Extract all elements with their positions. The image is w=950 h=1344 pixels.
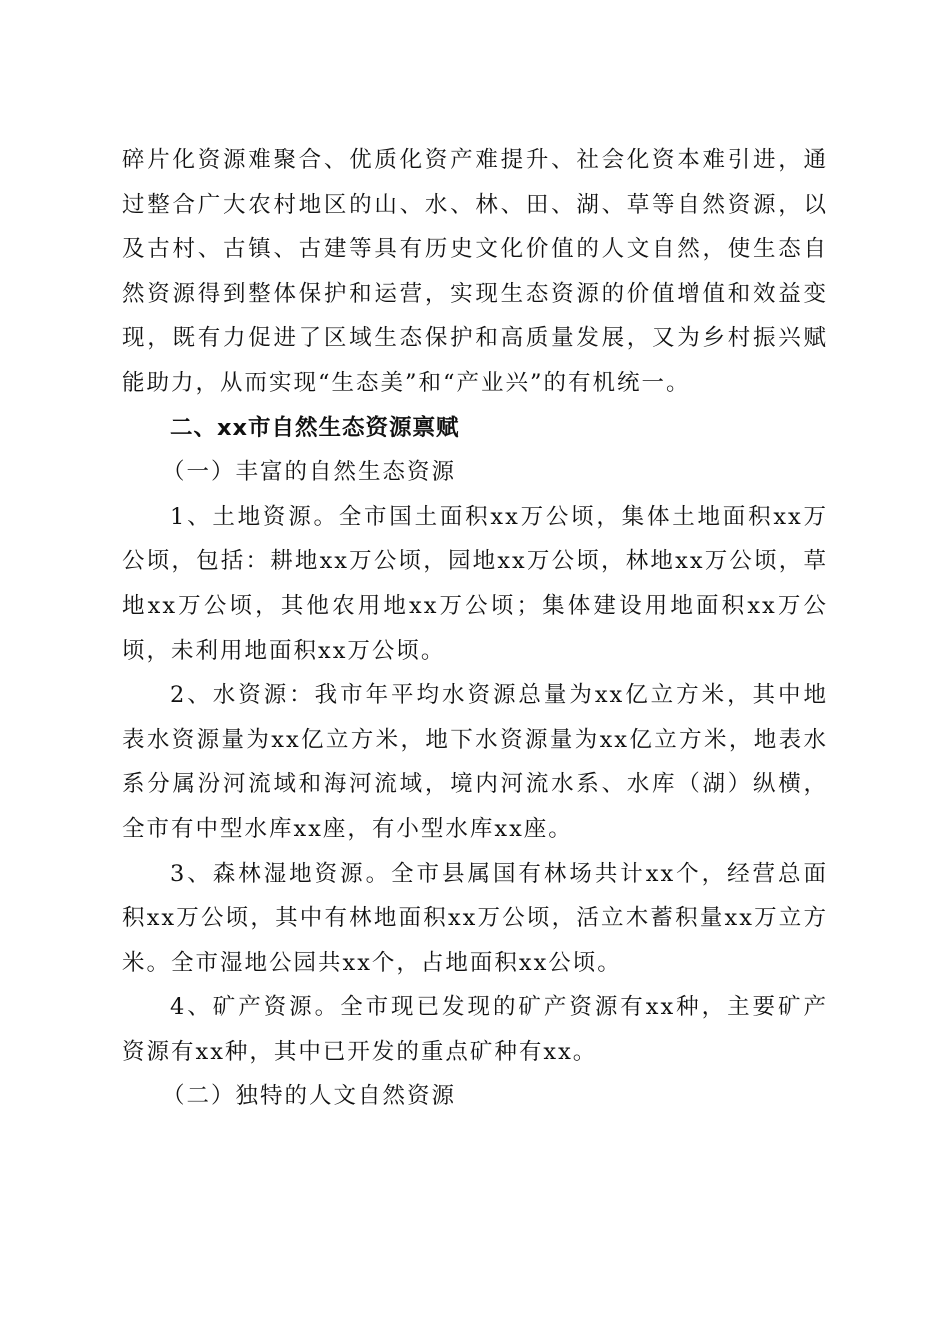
- land-resources-paragraph: 1、土地资源。全市国土面积xx万公顷，集体土地面积xx万公顷，包括：耕地xx万公顷，园地xx万公顷，林地xx万公顷，草地xx万公顷，其他农用地xx万公顷；集体建设用地面积xx万公顷，未利用地面积xx万公顷。: [122, 503, 828, 664]
- subsection-one-heading: （一）丰富的自然生态资源: [162, 459, 457, 486]
- forest-wetland-paragraph: 3、森林湿地资源。全市县属国有林场共计xx个，经营总面积xx万公顷，其中有林地面积xx万公顷，活立木蓄积量xx万立方米。全市湿地公园共xx个，占地面积xx公顷。: [122, 860, 828, 976]
- mineral-resources-paragraph: 4、矿产资源。全市现已发现的矿产资源有xx种，主要矿产资源有xx种，其中已开发的重点矿种有xx。: [122, 994, 828, 1065]
- water-resources-paragraph: 2、水资源：我市年平均水资源总量为xx亿立方米，其中地表水资源量为xx亿立方米，地下水资源量为xx亿立方米，地表水系分属汾河流域和海河流域，境内河流水系、水库（湖）纵横，全市有中型水库xx座，有小型水库xx座。: [122, 682, 828, 842]
- subsection-two-heading: （二）独特的人文自然资源: [162, 1083, 457, 1110]
- section-two-heading: 二、xx市自然生态资源禀赋: [170, 414, 460, 441]
- document-page: [122, 138, 828, 1119]
- intro-paragraph: 碎片化资源难聚合、优质化资产难提升、社会化资本难引进，通过整合广大农村地区的山、水、林、田、湖、草等自然资源，以及古村、古镇、古建等具有历史文化价值的人文自然，使生态自然资源得到整体保护和运营，实现生态资源的价值增值和效益变现，既有力促进了区域生态保护和高质量发展，又为乡村振兴赋能助力，从而实现“生态美”和“产业兴”的有机统一。: [122, 147, 828, 396]
